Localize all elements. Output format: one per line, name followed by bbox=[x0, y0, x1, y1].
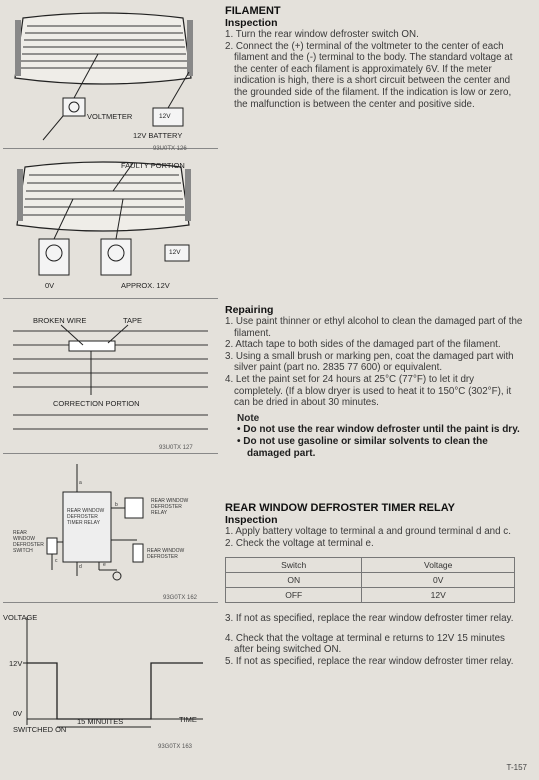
broken-wire-diagram bbox=[3, 303, 218, 453]
minutes-label: 15 MINUITES bbox=[77, 717, 124, 726]
step: 5. If not as specified, replace the rear window defroster timer relay. bbox=[225, 655, 514, 667]
faulty-filament-diagram bbox=[3, 153, 218, 298]
battery-voltage-label: 12V bbox=[159, 113, 171, 120]
defroster-voltmeter-diagram bbox=[3, 0, 218, 148]
step: 1. Turn the rear window defroster switch ON. bbox=[225, 29, 419, 40]
voltage-timing-figure bbox=[3, 607, 218, 757]
step: 1. Apply battery voltage to terminal a and ground terminal d and c. bbox=[225, 526, 511, 537]
repairing-section bbox=[225, 304, 525, 460]
note-item: • Do not use the rear window defroster until the paint is dry. bbox=[237, 423, 520, 435]
switched-on-label: SWITCHED ON bbox=[13, 725, 67, 734]
voltage-time-graph bbox=[3, 607, 218, 757]
table-cell: 12V bbox=[362, 588, 515, 603]
filament-subtitle: Inspection bbox=[225, 17, 278, 29]
switch-label: REAR WINDOW DEFROSTER SWITCH bbox=[13, 530, 44, 554]
correction-portion-label: CORRECTION PORTION bbox=[53, 399, 140, 408]
figure-column bbox=[0, 0, 222, 780]
voltmeter-figure bbox=[3, 0, 218, 152]
step: 4. Check that the voltage at terminal e returns to 12V 15 minutes after being switched ON. bbox=[225, 632, 505, 656]
note-item: • Do not use gasoline or similar solvents to clean the damaged part. bbox=[237, 435, 488, 459]
table-header: Switch bbox=[226, 558, 362, 573]
page-number: T-157 bbox=[506, 763, 527, 772]
defroster-label: REAR WINDOW DEFROSTER bbox=[147, 548, 185, 560]
faulty-portion-label: FAULTY PORTION bbox=[121, 161, 185, 170]
approx-12v-label: APPROX. 12V bbox=[121, 281, 170, 290]
terminal-b: b bbox=[115, 502, 118, 508]
table-cell: ON bbox=[226, 573, 362, 588]
filament-section bbox=[225, 5, 525, 110]
table-row bbox=[226, 573, 515, 588]
faulty-portion-figure bbox=[3, 153, 218, 299]
step: 4. Let the paint set for 24 hours at 25°C (77°F) to let it dry completely. (If a blow dryer is used to heat it to 150°C (302°F), it can be dried in about 30 minutes. bbox=[225, 373, 512, 409]
battery-label: 12V BATTERY bbox=[133, 131, 183, 140]
v0-tick: 0V bbox=[13, 709, 23, 718]
filament-title: FILAMENT bbox=[225, 5, 281, 17]
broken-wire-label: BROKEN WIRE bbox=[33, 316, 87, 325]
table-cell: OFF bbox=[226, 588, 362, 603]
filament-steps bbox=[225, 29, 525, 110]
voltage-axis-label: VOLTAGE bbox=[3, 613, 38, 622]
relay-steps-a bbox=[225, 526, 525, 549]
repairing-title: Repairing bbox=[225, 304, 274, 316]
relay-subtitle: Inspection bbox=[225, 514, 278, 526]
step: 1. Use paint thinner or ethyl alcohol to clean the damaged part of the filament. bbox=[225, 316, 523, 339]
zero-volt-label: 0V bbox=[45, 281, 55, 290]
time-axis-label: TIME bbox=[179, 715, 197, 724]
terminal-d: d bbox=[79, 564, 82, 570]
step: 3. If not as specified, replace the rear window defroster timer relay. bbox=[225, 613, 514, 625]
figure-caption: 93G0TX 163 bbox=[158, 744, 193, 750]
voltmeter-label: VOLTMETER bbox=[87, 112, 133, 121]
step: 3. Using a small brush or marking pen, coat the damaged part with silver paint (part no. 2835 77 600) or equivalent. bbox=[225, 350, 514, 374]
terminal-e: e bbox=[103, 562, 106, 568]
figure-caption: 93U0TX 127 bbox=[159, 445, 193, 451]
tape-label: TAPE bbox=[123, 316, 143, 325]
relay-title: REAR WINDOW DEFROSTER TIMER RELAY bbox=[225, 502, 455, 514]
relay-section bbox=[225, 502, 525, 668]
timer-relay-figure bbox=[3, 458, 218, 603]
figure-caption: 93U0TX 126 bbox=[153, 146, 187, 152]
note-title: Note bbox=[237, 412, 260, 424]
repair-figure bbox=[3, 303, 218, 454]
repairing-steps bbox=[225, 316, 525, 409]
terminal-c: c bbox=[55, 558, 58, 564]
voltage-table bbox=[225, 557, 515, 603]
v12-tick: 12V bbox=[9, 659, 23, 668]
relay-steps-b bbox=[225, 613, 525, 667]
step: 2. Attach tape to both sides of the damaged part of the filament. bbox=[225, 339, 501, 351]
relay-label: REAR WINDOW DEFROSTER TIMER RELAY bbox=[67, 508, 105, 526]
step: 2. Connect the (+) terminal of the voltmeter to the center of each filament and the (-) terminal to the body. The standard voltage at the center of each filament is approximately 6V. If the meter indication is high, there is a short circuit between the center and the grounded side of the filament. If the indication is low or zero, the malfunction is between the center and positive side. bbox=[225, 40, 513, 110]
battery-label: 12V bbox=[169, 249, 181, 256]
table-header-row bbox=[226, 558, 515, 573]
table-header: Voltage bbox=[362, 558, 515, 573]
step: 2. Check the voltage at terminal e. bbox=[225, 537, 374, 549]
table-cell: 0V bbox=[362, 573, 515, 588]
table-row bbox=[226, 588, 515, 603]
terminal-a: a bbox=[79, 480, 82, 486]
figure-caption: 93G0TX 162 bbox=[163, 595, 198, 601]
defroster-relay-label: REAR WINDOW DEFROSTER RELAY bbox=[151, 498, 189, 516]
